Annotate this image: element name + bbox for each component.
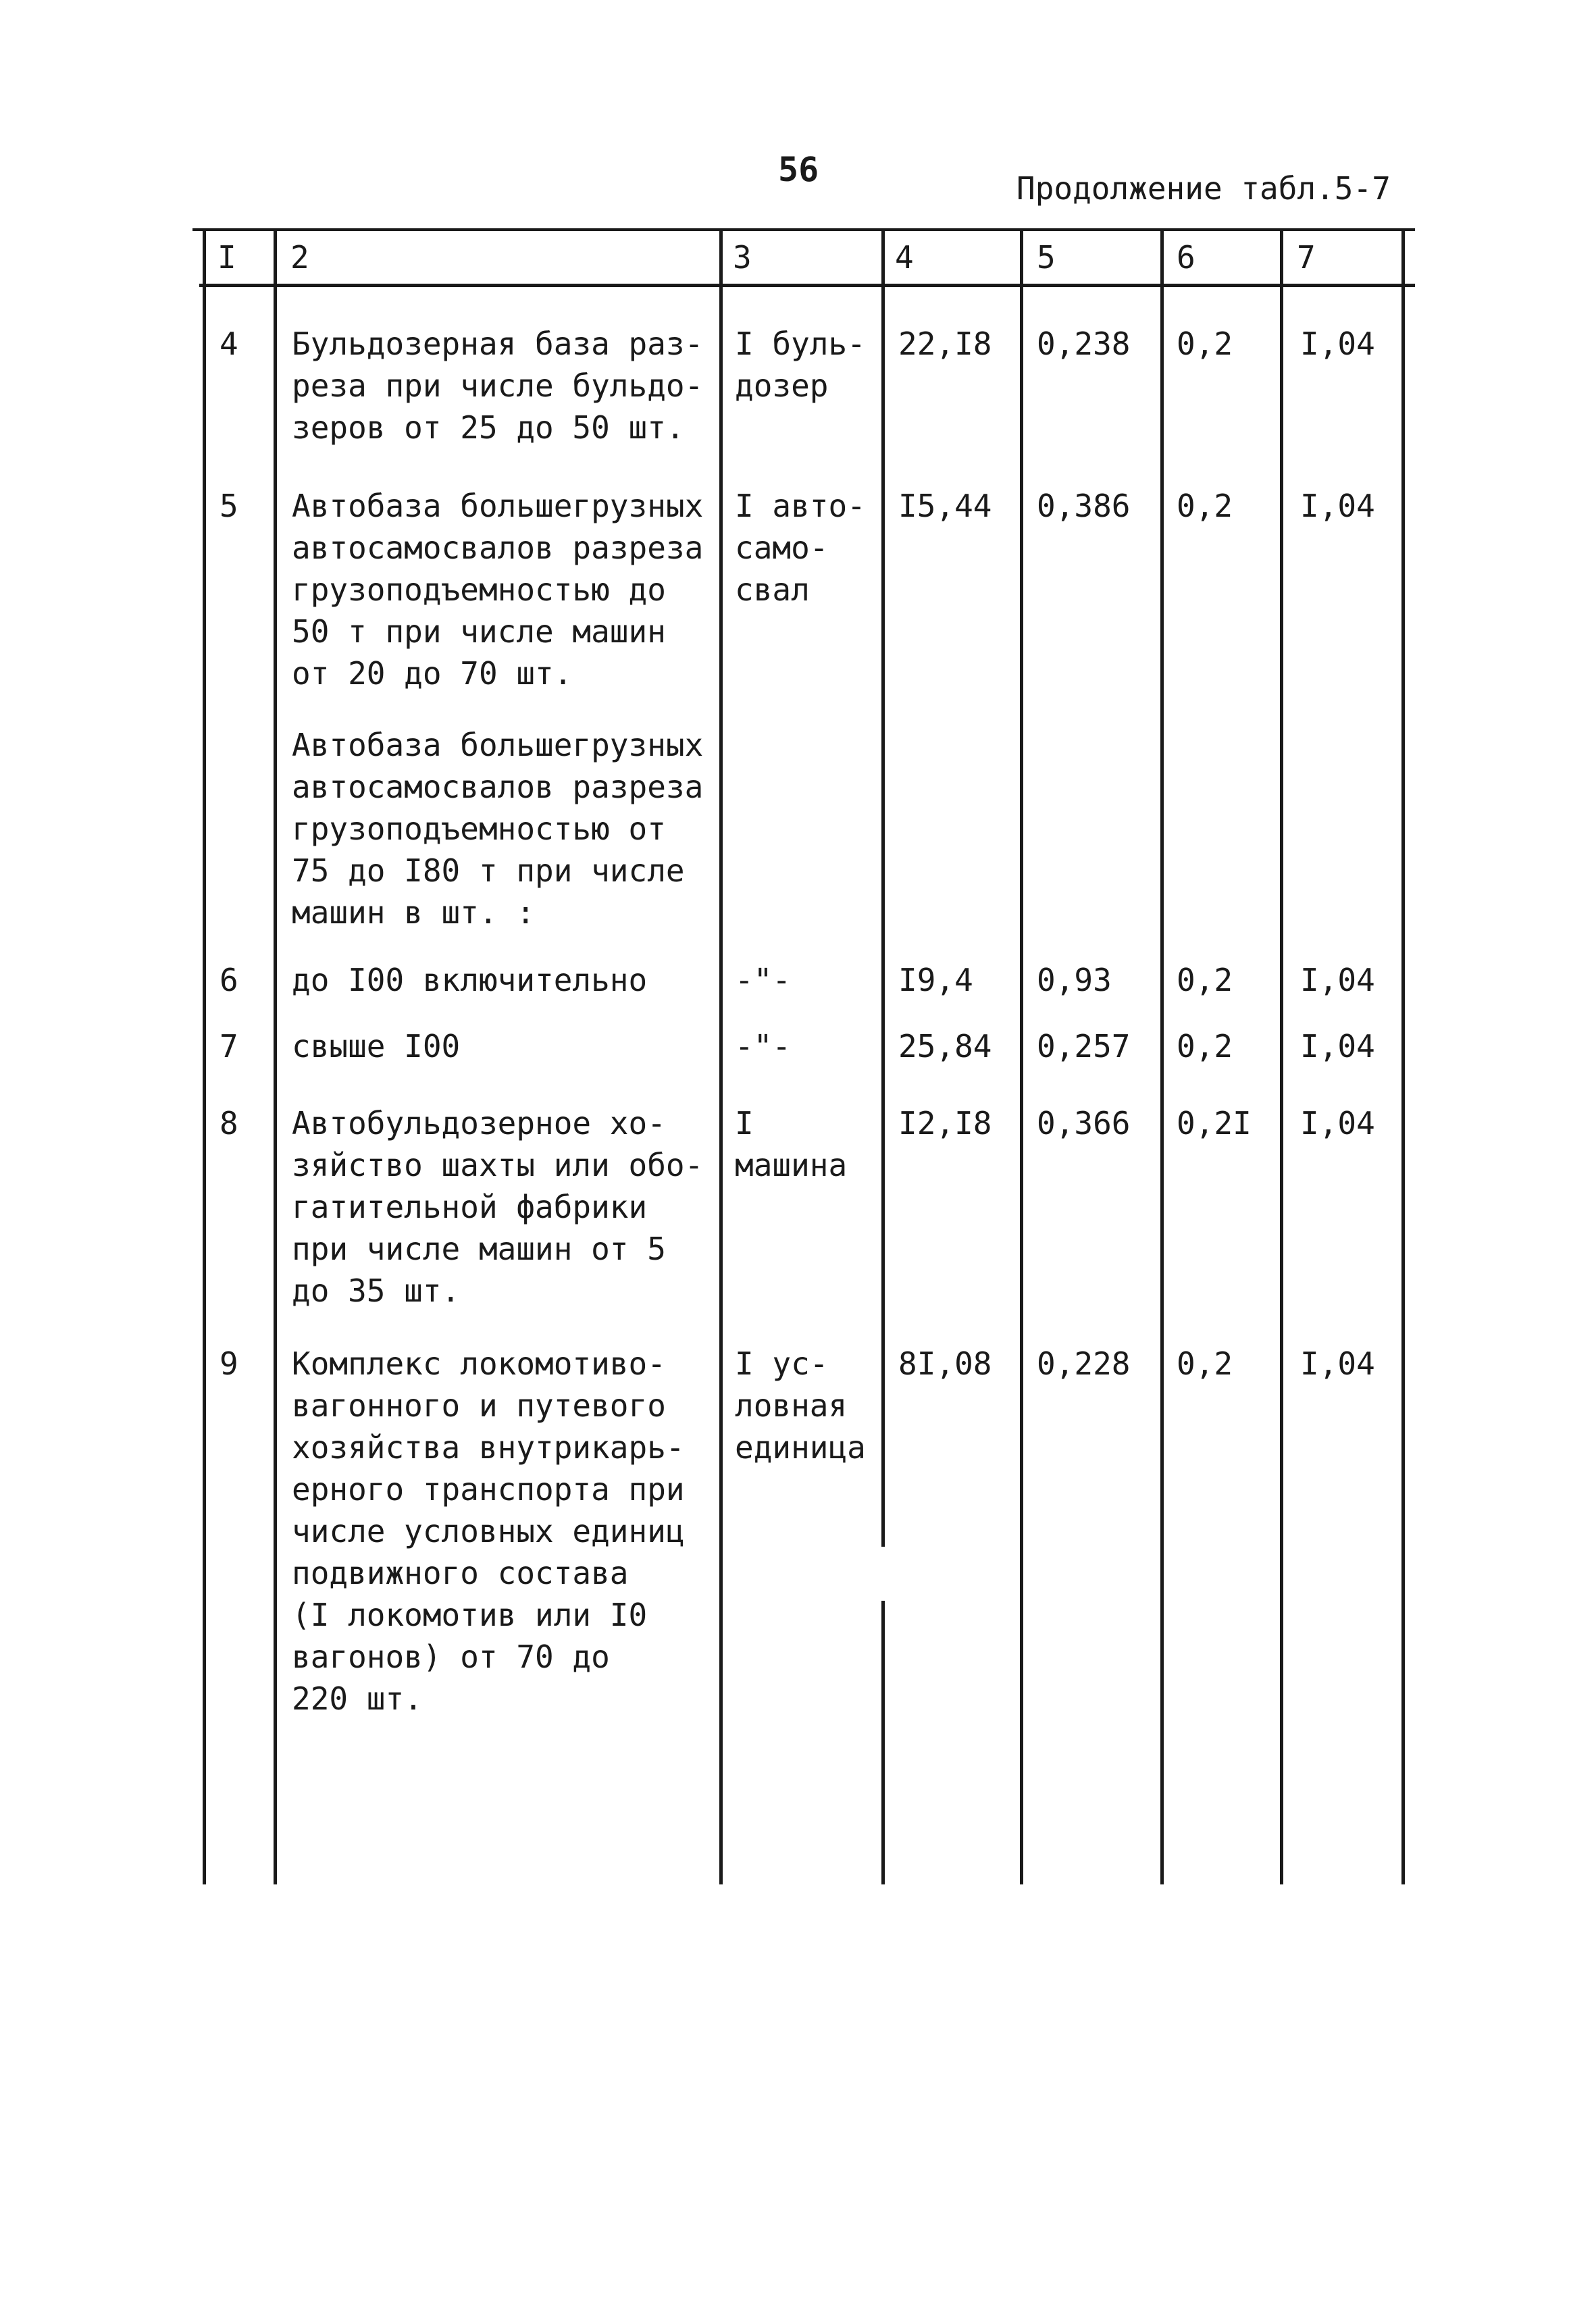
row-col5: 0,228 (1037, 1345, 1131, 1382)
row-unit: I машина (735, 1105, 848, 1183)
row-col6: 0,2 (1177, 1028, 1233, 1064)
column-line (1160, 228, 1164, 1884)
row-col4: I9,4 (898, 962, 973, 998)
row-col7: I,04 (1300, 1028, 1375, 1064)
header-top-rule (192, 228, 1415, 231)
row-col5: 0,366 (1037, 1105, 1131, 1141)
row-col6: 0,2 (1177, 962, 1233, 998)
header-cell: 2 (290, 239, 309, 276)
row-unit: I ус- ловная единица (735, 1345, 866, 1466)
column-line (274, 228, 277, 1884)
row-col4: 25,84 (898, 1028, 992, 1064)
row-description: Комплекс локомотиво- вагонного и путевого хозяйства внутрикарь- ерного транспорта при числе условных единиц подвижного состава (I локомотив или I0 вагонов) от 70 до 220 шт. (292, 1345, 685, 1717)
row-unit: -"- (735, 1028, 792, 1064)
header-cell: 4 (895, 239, 914, 276)
column-line (1020, 228, 1023, 1884)
column-line (719, 228, 723, 1884)
row-col5: 0,257 (1037, 1028, 1131, 1064)
row-number: 5 (220, 488, 238, 524)
header-bottom-rule (199, 284, 1415, 287)
row-description: Автобаза большегрузных автосамосвалов разреза грузоподъемностью от 75 до I80 т при числе машин в шт. : (292, 727, 704, 931)
row-description: до I00 включительно (292, 962, 648, 998)
row-col5: 0,238 (1037, 326, 1131, 362)
row-number: 6 (220, 962, 238, 998)
column-line (203, 228, 206, 1884)
row-col7: I,04 (1300, 962, 1375, 998)
row-unit: I авто- само- свал (735, 488, 866, 608)
row-col7: I,04 (1300, 1345, 1375, 1382)
row-col4: 22,I8 (898, 326, 992, 362)
row-description: Автобаза большегрузных автосамосвалов разреза грузоподъемностью до 50 т при числе машин от 20 до 70 шт. (292, 488, 704, 692)
row-number: 9 (220, 1345, 238, 1382)
row-description: Автобульдозерное хо- зяйство шахты или обо- гатительной фабрики при числе машин от 5 до 35 шт. (292, 1105, 704, 1309)
row-number: 4 (220, 326, 238, 362)
header-cell: 6 (1177, 239, 1195, 276)
row-description: Бульдозерная база раз- реза при числе бульдо- зеров от 25 до 50 шт. (292, 326, 704, 446)
row-col6: 0,2I (1177, 1105, 1252, 1141)
column-line (881, 1601, 885, 1884)
row-col7: I,04 (1300, 488, 1375, 524)
column-line (1401, 228, 1405, 1884)
row-col6: 0,2 (1177, 488, 1233, 524)
column-line (881, 228, 885, 1547)
row-unit: -"- (735, 962, 792, 998)
header-cell: 5 (1037, 239, 1056, 276)
row-col5: 0,93 (1037, 962, 1112, 998)
row-description: свыше I00 (292, 1028, 461, 1064)
row-col4: I2,I8 (898, 1105, 992, 1141)
continuation-title: Продолжение табл.5-7 (1016, 170, 1391, 207)
row-col6: 0,2 (1177, 326, 1233, 362)
row-col7: I,04 (1300, 326, 1375, 362)
header-cell: 3 (733, 239, 752, 276)
row-col6: 0,2 (1177, 1345, 1233, 1382)
row-col7: I,04 (1300, 1105, 1375, 1141)
page-number: 56 (778, 150, 819, 189)
row-number: 7 (220, 1028, 238, 1064)
header-cell: I (217, 239, 236, 276)
column-line (1280, 228, 1283, 1884)
row-col4: 8I,08 (898, 1345, 992, 1382)
row-col4: I5,44 (898, 488, 992, 524)
row-col5: 0,386 (1037, 488, 1131, 524)
row-unit: I буль- дозер (735, 326, 866, 404)
header-cell: 7 (1297, 239, 1316, 276)
row-number: 8 (220, 1105, 238, 1141)
